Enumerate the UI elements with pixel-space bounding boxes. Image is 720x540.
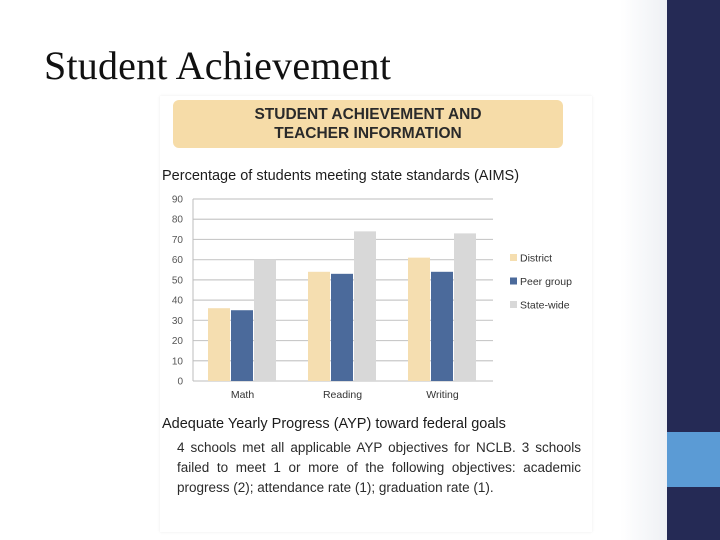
y-tick-label: 80	[171, 214, 183, 226]
chart-title: Percentage of students meeting state standards (AIMS)	[162, 168, 520, 184]
slide-side-accent	[667, 432, 720, 487]
slide-title: Student Achievement	[44, 43, 392, 88]
ayp-heading: Adequate Yearly Progress (AYP) toward federal goals	[162, 416, 506, 432]
bar-district	[308, 272, 330, 381]
banner-line-1: STUDENT ACHIEVEMENT AND	[254, 106, 482, 123]
bar-state-wide	[354, 231, 376, 381]
y-tick-label: 40	[171, 295, 183, 307]
legend-swatch	[510, 301, 517, 308]
y-tick-label: 70	[171, 234, 183, 246]
bar-peer-group	[231, 310, 253, 381]
bar-peer-group	[331, 274, 353, 381]
legend-label: District	[520, 252, 553, 265]
aims-bar-chart	[160, 190, 590, 402]
banner-line-2: TEACHER INFORMATION	[274, 125, 462, 142]
bar-district	[408, 258, 430, 381]
y-tick-label: 0	[177, 376, 183, 388]
x-tick-label: Writing	[426, 389, 459, 401]
y-tick-label: 30	[171, 315, 183, 327]
y-tick-label: 10	[171, 356, 183, 368]
bar-district	[208, 308, 230, 381]
bar-state-wide	[254, 260, 276, 381]
ayp-text: 4 schools met all applicable AYP objectives for NCLB. 3 schools failed to meet 1 or more of the following objectives: academic progress (2); attendance rate (1); graduation rate (1).	[177, 440, 581, 495]
x-tick-label: Reading	[322, 389, 363, 401]
legend-swatch	[510, 254, 517, 261]
achievement-figure	[160, 96, 592, 532]
y-tick-label: 60	[171, 255, 183, 267]
x-tick-label: Math	[230, 389, 255, 401]
y-tick-label: 50	[171, 275, 183, 287]
bar-peer-group	[431, 272, 453, 381]
y-tick-label: 20	[171, 336, 183, 348]
legend-label: State-wide	[520, 299, 570, 312]
bar-state-wide	[454, 233, 476, 381]
legend-swatch	[510, 278, 517, 285]
slide-edge-fade	[620, 0, 668, 540]
y-tick-label: 90	[171, 194, 183, 206]
legend-label: Peer group	[520, 276, 572, 288]
figure-banner	[173, 100, 563, 148]
